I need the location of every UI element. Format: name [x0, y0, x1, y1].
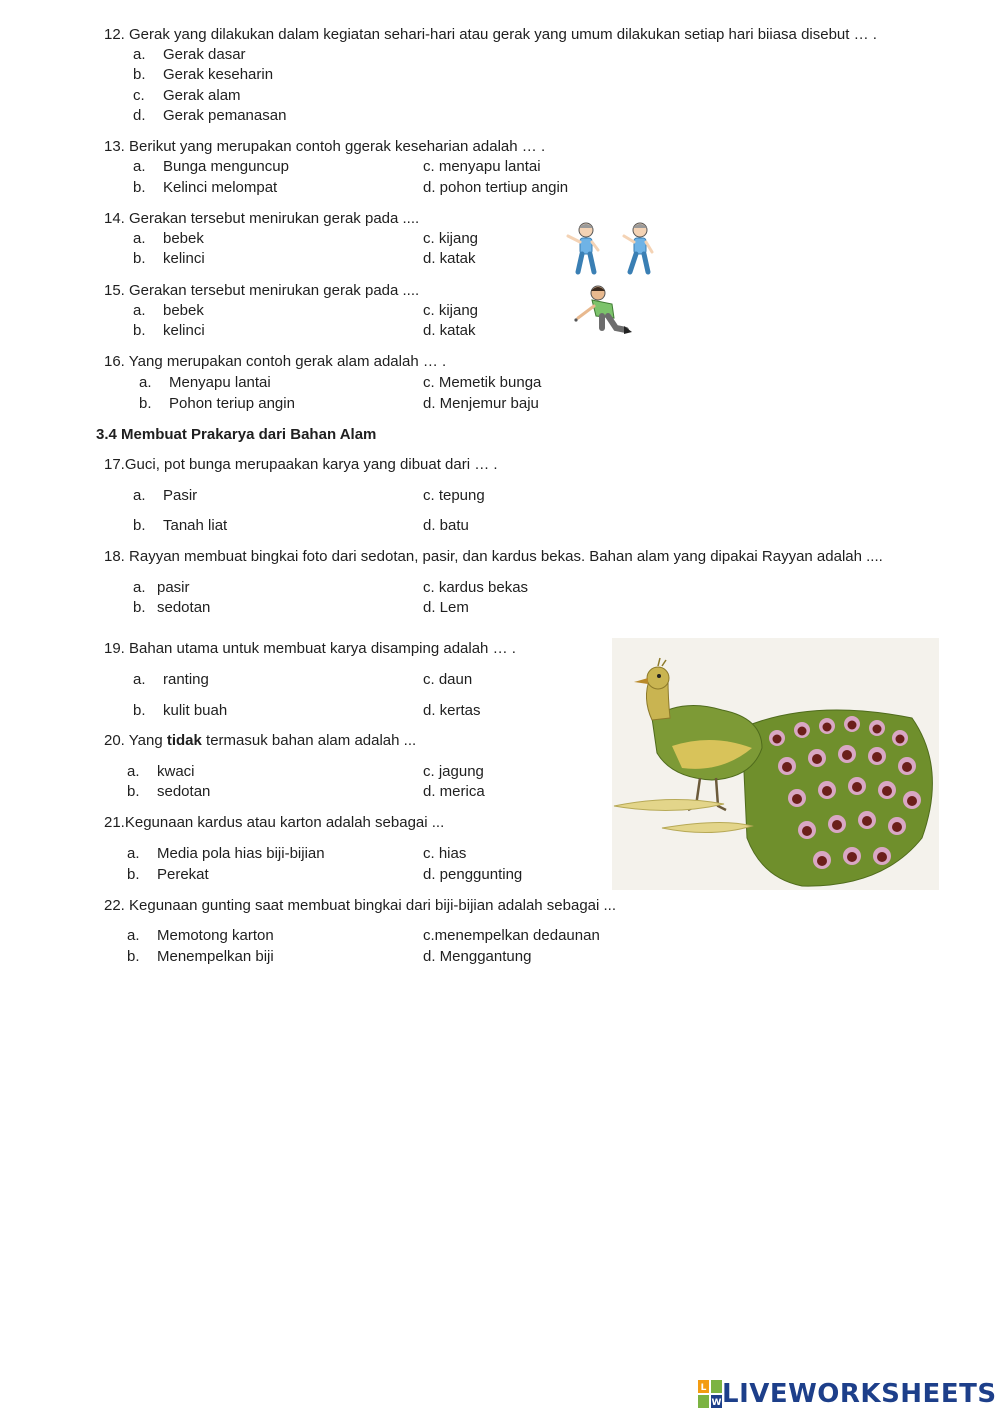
section-heading: 3.4 Membuat Prakarya dari Bahan Alam — [96, 426, 377, 443]
option-12b: b. Gerak keseharin — [133, 66, 274, 83]
logo-badge-icon — [698, 1380, 722, 1408]
option-20b: b. sedotan — [127, 783, 211, 800]
option-19c: c. daun — [423, 671, 473, 688]
option-21d: d. penggunting — [423, 866, 523, 883]
question-14: 14. Gerakan tersebut menirukan gerak pada .... — [104, 210, 420, 227]
option-22d: d. Menggantung — [423, 948, 532, 965]
leaf-peacock-artwork — [612, 638, 939, 890]
option-20d: d. merica — [423, 783, 485, 800]
option-15a: a. bebek — [133, 302, 204, 319]
question-22: 22. Kegunaan gunting saat membuat bingkai dari biji-bijian adalah sebagai ... — [104, 897, 617, 914]
option-12a: a. Gerak dasar — [133, 46, 246, 63]
option-13b: b. Kelinci melompat — [133, 179, 278, 196]
option-12c: c. Gerak alam — [133, 87, 241, 104]
question-20: 20. Yang tidak termasuk bahan alam adalah ... — [104, 732, 417, 749]
option-15d: d. katak — [423, 322, 476, 339]
option-12d: d. Gerak pemanasan — [133, 107, 287, 124]
option-15b: b. kelinci — [133, 322, 205, 339]
option-15c: c. kijang — [423, 302, 479, 319]
question-21: 21.Kegunaan kardus atau karton adalah sebagai ... — [104, 814, 445, 831]
question-15: 15. Gerakan tersebut menirukan gerak pada .... — [104, 282, 420, 299]
option-22a: a. Memotong karton — [127, 927, 274, 944]
option-21b: b. Perekat — [127, 866, 209, 883]
svg-text:L: L — [700, 1383, 707, 1393]
option-13c: c. menyapu lantai — [423, 158, 541, 175]
option-16d: d. Menjemur baju — [423, 395, 539, 412]
question-16: 16. Yang merupakan contoh gerak alam adalah … . — [104, 353, 447, 370]
question-12: 12. Gerak yang dilakukan dalam kegiatan sehari-hari atau gerak yang umum dilakukan setiap hari biiasa disebut … . — [104, 26, 877, 43]
option-22b: b. Menempelkan biji — [127, 948, 274, 965]
option-20c: c. jagung — [423, 763, 484, 780]
option-18c: c. kardus bekas — [423, 579, 529, 596]
logo-text: LIVEWORKSHEETS — [722, 1379, 997, 1409]
option-19d: d. kertas — [423, 702, 481, 719]
option-13d: d. pohon tertiup angin — [423, 179, 569, 196]
option-20a: a. kwaci — [127, 763, 195, 780]
crouching-boy-illustration — [572, 284, 634, 336]
emphasis-not: tidak — [166, 732, 202, 749]
option-21c: c. hias — [423, 845, 467, 862]
option-18a: a. pasir — [133, 579, 190, 596]
option-17c: c. tepung — [423, 487, 485, 504]
option-19a: a. ranting — [133, 671, 209, 688]
option-18b: b. sedotan — [133, 599, 211, 616]
liveworksheets-logo — [698, 1378, 997, 1410]
option-16b: b. Pohon teriup angin — [139, 395, 295, 412]
question-19: 19. Bahan utama untuk membuat karya disamping adalah … . — [104, 640, 516, 657]
option-21a: a. Media pola hias biji-bijian — [127, 845, 325, 862]
option-13a: a. Bunga menguncup — [133, 158, 289, 175]
option-14c: c. kijang — [423, 230, 479, 247]
option-19b: b. kulit buah — [133, 702, 228, 719]
question-17: 17.Guci, pot bunga merupaakan karya yang dibuat dari … . — [104, 456, 498, 473]
option-17b: b. Tanah liat — [133, 517, 228, 534]
option-22c: c.menempelkan dedaunan — [423, 927, 600, 944]
children-exercise-illustration — [560, 220, 660, 278]
question-18: 18. Rayyan membuat bingkai foto dari sedotan, pasir, dan kardus bekas. Bahan alam yang dipakai Rayyan adalah .... — [104, 548, 883, 565]
option-14a: a. bebek — [133, 230, 204, 247]
option-18d: d. Lem — [423, 599, 469, 616]
question-13: 13. Berikut yang merupakan contoh ggerak keseharian adalah … . — [104, 138, 546, 155]
svg-text:W: W — [711, 1398, 722, 1408]
option-16a: a. Menyapu lantai — [139, 374, 271, 391]
option-17d: d. batu — [423, 517, 469, 534]
option-16c: c. Memetik bunga — [423, 374, 542, 391]
option-17a: a. Pasir — [133, 487, 198, 504]
option-14d: d. katak — [423, 250, 476, 267]
option-14b: b. kelinci — [133, 250, 205, 267]
